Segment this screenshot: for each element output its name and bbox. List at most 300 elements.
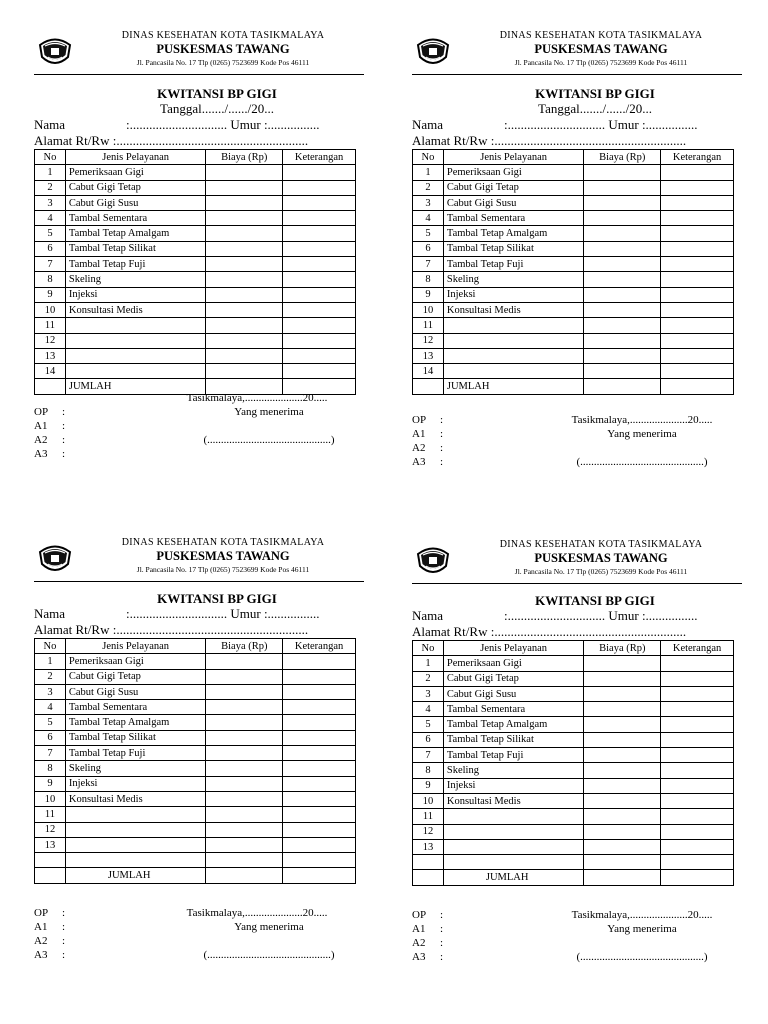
col-header-notes: Keterangan (283, 639, 356, 654)
cell-notes (283, 287, 356, 302)
cell-notes (283, 807, 356, 822)
cell-no: 5 (35, 226, 66, 241)
total-row (413, 870, 734, 885)
cell-no: 4 (35, 211, 66, 226)
table-row (35, 165, 356, 180)
cell-cost (206, 333, 283, 348)
table-row (35, 669, 356, 684)
cell-cost (584, 732, 661, 747)
cell-no: 9 (35, 287, 66, 302)
col-header-notes: Keterangan (283, 150, 356, 165)
receipt-bottom-right (412, 539, 742, 964)
address-blank: ........................................................... (116, 132, 309, 148)
cell-service (443, 348, 584, 363)
table-header-row (35, 150, 356, 165)
cell-notes (283, 746, 356, 761)
cell-cost (584, 855, 661, 870)
cell-no: 1 (413, 656, 444, 671)
cell-no: 11 (413, 809, 444, 824)
col-header-cost: Biaya (Rp) (584, 641, 661, 656)
cell-service (443, 855, 584, 870)
cell-no: 6 (413, 732, 444, 747)
cell-cost (206, 302, 283, 317)
date-field: Tanggal......./....../20... (160, 101, 274, 116)
col-header-cost: Biaya (Rp) (206, 150, 283, 165)
cell-no: 10 (35, 791, 66, 806)
table-row (413, 180, 734, 195)
cell-service: Cabut Gigi Tetap (65, 180, 206, 195)
receipt-title: KWITANSI BP GIGI (157, 86, 277, 101)
cell-no: 5 (413, 226, 444, 241)
cell-service: Tambal Tetap Fuji (443, 748, 584, 763)
cell-no: 8 (413, 272, 444, 287)
total-row (413, 379, 734, 394)
cell-notes (661, 241, 734, 256)
cell-service: Cabut Gigi Tetap (443, 671, 584, 686)
cell-notes (283, 165, 356, 180)
cell-service: Konsultasi Medis (443, 793, 584, 808)
name-age-row (412, 117, 742, 133)
col-header-service: Jenis Pelayanan (65, 639, 206, 654)
cell-cost (206, 272, 283, 287)
address-label: Alamat Rt/Rw : (34, 621, 117, 637)
table-row (35, 746, 356, 761)
table-row (413, 226, 734, 241)
cell-no: 1 (35, 165, 66, 180)
cell-notes (661, 226, 734, 241)
cell-notes (283, 669, 356, 684)
table-row (413, 763, 734, 778)
cell-service: Pemeriksaan Gigi (65, 165, 206, 180)
clinic-name: PUSKESMAS TAWANG (156, 42, 290, 56)
cell-service: Skeling (65, 761, 206, 776)
a2-line: A2 : (412, 936, 444, 949)
col-header-no: No (413, 641, 444, 656)
cell-no: 13 (413, 839, 444, 854)
cell-service: Tambal Tetap Fuji (65, 257, 206, 272)
name-age-blank: :.............................. Umur :................ (504, 608, 698, 623)
clinic-address: Jl. Pancasila No. 17 Tlp (0265) 7523699 Kode Pos 46111 (136, 565, 310, 574)
a2-line: A2 : (34, 934, 66, 947)
cell-no (413, 870, 444, 885)
name-age-blank: :.............................. Umur :................ (504, 117, 698, 132)
a1-line: A1 : (412, 922, 444, 935)
name-label: Nama (412, 608, 444, 623)
cell-service: Injeksi (443, 778, 584, 793)
table-row (413, 287, 734, 302)
cell-cost (584, 241, 661, 256)
table-row (413, 364, 734, 379)
table-row (35, 272, 356, 287)
cell-no: 5 (35, 715, 66, 730)
cell-cost (584, 778, 661, 793)
cell-cost (584, 302, 661, 317)
cell-cost (584, 272, 661, 287)
cell-service: Tambal Sementara (443, 702, 584, 717)
clinic-name: PUSKESMAS TAWANG (534, 551, 668, 565)
cell-notes (283, 761, 356, 776)
table-row (413, 241, 734, 256)
cell-service (443, 824, 584, 839)
cell-notes (661, 702, 734, 717)
cell-cost (206, 730, 283, 745)
table-header-row (35, 639, 356, 654)
total-label: JUMLAH (443, 379, 584, 394)
table-row (35, 226, 356, 241)
cell-cost (206, 654, 283, 669)
table-row (35, 837, 356, 852)
cell-service: Tambal Tetap Amalgam (443, 226, 584, 241)
receiver-label: Yang menerima (607, 922, 677, 935)
cell-service (443, 333, 584, 348)
cell-cost (206, 226, 283, 241)
address-label: Alamat Rt/Rw : (34, 132, 117, 148)
op-line: OP : (34, 405, 66, 418)
cell-cost (206, 853, 283, 868)
table-row (35, 241, 356, 256)
cell-cost (584, 870, 661, 885)
cell-no: 9 (413, 778, 444, 793)
cell-notes (661, 333, 734, 348)
letterhead-divider (412, 74, 742, 75)
cell-no: 2 (413, 671, 444, 686)
cell-service (65, 364, 206, 379)
cell-cost (206, 776, 283, 791)
address-label: Alamat Rt/Rw : (412, 623, 495, 639)
cell-notes (661, 671, 734, 686)
cell-no: 1 (35, 654, 66, 669)
services-table (34, 638, 356, 884)
table-row (413, 686, 734, 701)
cell-no: 10 (35, 302, 66, 317)
table-row (413, 732, 734, 747)
cell-cost (584, 671, 661, 686)
cell-notes (283, 333, 356, 348)
table-row (35, 318, 356, 333)
cell-notes (283, 654, 356, 669)
place-date: Tasikmalaya,.....................20..... (571, 908, 713, 921)
address-row (34, 133, 364, 149)
table-row (413, 671, 734, 686)
address-label: Alamat Rt/Rw : (412, 132, 495, 148)
cell-service: Konsultasi Medis (443, 302, 584, 317)
cell-no (35, 379, 66, 394)
cell-service: Cabut Gigi Tetap (443, 180, 584, 195)
total-label: JUMLAH (65, 379, 206, 394)
table-row (35, 853, 356, 868)
receiver-label: Yang menerima (234, 405, 304, 418)
table-header-row (413, 641, 734, 656)
cell-notes (661, 732, 734, 747)
services-table (34, 149, 356, 395)
cell-no: 14 (413, 364, 444, 379)
cell-cost (584, 165, 661, 180)
cell-no: 11 (35, 807, 66, 822)
cell-cost (206, 348, 283, 363)
receipt-title: KWITANSI BP GIGI (535, 593, 655, 608)
table-row (35, 684, 356, 699)
cell-notes (283, 791, 356, 806)
cell-no: 6 (413, 241, 444, 256)
table-row (413, 302, 734, 317)
cell-notes (283, 348, 356, 363)
cell-no: 10 (413, 302, 444, 317)
cell-cost (584, 226, 661, 241)
table-row (413, 824, 734, 839)
letterhead-divider (412, 583, 742, 584)
cell-service: Cabut Gigi Tetap (65, 669, 206, 684)
letterhead (34, 30, 364, 76)
cell-service: Injeksi (65, 776, 206, 791)
cell-cost (206, 287, 283, 302)
cell-no: 3 (413, 686, 444, 701)
signature-blank: (.............................................) (203, 433, 335, 446)
receipt-title: KWITANSI BP GIGI (535, 86, 655, 101)
table-row (413, 211, 734, 226)
table-row (413, 809, 734, 824)
cell-no: 8 (413, 763, 444, 778)
cell-notes (661, 364, 734, 379)
table-row (35, 807, 356, 822)
cell-notes (283, 302, 356, 317)
cell-service: Cabut Gigi Susu (65, 684, 206, 699)
table-row (35, 195, 356, 210)
table-row (35, 333, 356, 348)
address-blank: ........................................................... (494, 132, 687, 148)
cell-no (413, 855, 444, 870)
cell-service (65, 853, 206, 868)
clinic-address: Jl. Pancasila No. 17 Tlp (0265) 7523699 Kode Pos 46111 (514, 58, 688, 67)
name-age-row (412, 608, 742, 624)
cell-no: 3 (35, 195, 66, 210)
cell-no: 7 (35, 257, 66, 272)
col-header-service: Jenis Pelayanan (443, 150, 584, 165)
col-header-service: Jenis Pelayanan (65, 150, 206, 165)
cell-cost (206, 715, 283, 730)
total-label: JUMLAH (443, 870, 584, 885)
date-field: Tanggal......./....../20... (538, 101, 652, 116)
receipt-top-left (34, 30, 364, 461)
receipt-title: KWITANSI BP GIGI (157, 591, 277, 606)
cell-notes (283, 853, 356, 868)
letterhead (412, 30, 742, 76)
table-row (35, 700, 356, 715)
table-row (413, 165, 734, 180)
table-header-row (413, 150, 734, 165)
cell-notes (661, 793, 734, 808)
cell-notes (283, 837, 356, 852)
col-header-no: No (35, 150, 66, 165)
cell-notes (661, 211, 734, 226)
table-row (35, 715, 356, 730)
cell-notes (661, 686, 734, 701)
cell-service: Injeksi (443, 287, 584, 302)
cell-no: 9 (413, 287, 444, 302)
cell-no: 2 (413, 180, 444, 195)
cell-no: 6 (35, 730, 66, 745)
address-row (34, 622, 364, 638)
cell-cost (206, 837, 283, 852)
cell-service: Pemeriksaan Gigi (65, 654, 206, 669)
address-row (412, 133, 742, 149)
cell-cost (206, 868, 283, 883)
cell-no: 10 (413, 793, 444, 808)
a1-line: A1 : (34, 419, 66, 432)
cell-notes (661, 318, 734, 333)
letterhead-divider (34, 581, 364, 582)
cell-service (65, 318, 206, 333)
cell-notes (661, 778, 734, 793)
cell-cost (206, 822, 283, 837)
name-label: Nama (34, 117, 66, 132)
cell-no: 12 (35, 333, 66, 348)
cell-service: Skeling (443, 272, 584, 287)
cell-notes (283, 776, 356, 791)
cell-service: Tambal Tetap Silikat (443, 732, 584, 747)
col-header-no: No (35, 639, 66, 654)
table-row (35, 302, 356, 317)
cell-notes (661, 379, 734, 394)
a3-line: A3 : (34, 948, 66, 961)
cell-no: 7 (413, 257, 444, 272)
cell-no: 12 (413, 824, 444, 839)
cell-no (35, 853, 66, 868)
table-row (413, 656, 734, 671)
address-row (412, 624, 742, 640)
table-row (35, 348, 356, 363)
a3-line: A3 : (412, 455, 444, 468)
table-row (413, 855, 734, 870)
cell-service (65, 333, 206, 348)
cell-no: 11 (413, 318, 444, 333)
cell-notes (661, 302, 734, 317)
name-age-row (34, 117, 364, 133)
op-line: OP : (34, 906, 66, 919)
cell-service: Tambal Tetap Fuji (443, 257, 584, 272)
col-header-cost: Biaya (Rp) (584, 150, 661, 165)
col-header-no: No (413, 150, 444, 165)
cell-cost (206, 195, 283, 210)
cell-service: Konsultasi Medis (65, 302, 206, 317)
cell-notes (661, 855, 734, 870)
table-row (413, 793, 734, 808)
cell-cost (206, 684, 283, 699)
table-row (413, 839, 734, 854)
letterhead-divider (34, 74, 364, 75)
clinic-name: PUSKESMAS TAWANG (156, 549, 290, 563)
cell-notes (661, 763, 734, 778)
cell-notes (661, 839, 734, 854)
cell-notes (283, 684, 356, 699)
table-row (35, 257, 356, 272)
clinic-address: Jl. Pancasila No. 17 Tlp (0265) 7523699 Kode Pos 46111 (136, 58, 310, 67)
cell-notes (283, 272, 356, 287)
cell-no: 13 (35, 837, 66, 852)
cell-no: 2 (35, 180, 66, 195)
cell-cost (206, 669, 283, 684)
cell-service: Tambal Tetap Fuji (65, 746, 206, 761)
clinic-name: PUSKESMAS TAWANG (534, 42, 668, 56)
cell-cost (584, 656, 661, 671)
cell-notes (661, 165, 734, 180)
cell-cost (206, 257, 283, 272)
cell-notes (661, 748, 734, 763)
signature-blank: (.............................................) (576, 455, 708, 468)
cell-cost (206, 807, 283, 822)
cell-cost (206, 211, 283, 226)
cell-cost (206, 165, 283, 180)
op-line: OP : (412, 908, 444, 921)
cell-cost (206, 761, 283, 776)
cell-cost (584, 379, 661, 394)
col-header-service: Jenis Pelayanan (443, 641, 584, 656)
cell-no: 9 (35, 776, 66, 791)
cell-no: 11 (35, 318, 66, 333)
cell-notes (283, 195, 356, 210)
col-header-notes: Keterangan (661, 150, 734, 165)
cell-notes (661, 180, 734, 195)
cell-service: Tambal Tetap Silikat (65, 241, 206, 256)
table-row (413, 702, 734, 717)
a1-line: A1 : (34, 920, 66, 933)
table-row (35, 730, 356, 745)
cell-service: Pemeriksaan Gigi (443, 165, 584, 180)
agency-name: DINAS KESEHATAN KOTA TASIKMALAYA (499, 30, 703, 41)
cell-cost (584, 763, 661, 778)
cell-notes (661, 656, 734, 671)
clinic-address: Jl. Pancasila No. 17 Tlp (0265) 7523699 Kode Pos 46111 (514, 567, 688, 576)
table-row (35, 791, 356, 806)
agency-name: DINAS KESEHATAN KOTA TASIKMALAYA (121, 537, 325, 548)
table-row (413, 778, 734, 793)
cell-notes (661, 870, 734, 885)
name-label: Nama (412, 117, 444, 132)
op-line: OP : (412, 413, 444, 426)
cell-no: 8 (35, 761, 66, 776)
a2-line: A2 : (34, 433, 66, 446)
table-row (35, 211, 356, 226)
services-table (412, 149, 734, 395)
cell-service: Tambal Tetap Amalgam (65, 226, 206, 241)
name-age-blank: :.............................. Umur :................ (126, 117, 320, 132)
cell-cost (206, 746, 283, 761)
cell-cost (206, 364, 283, 379)
a3-line: A3 : (34, 447, 66, 460)
receipt-bottom-left (34, 537, 364, 962)
cell-service: Tambal Sementara (443, 211, 584, 226)
cell-notes (661, 824, 734, 839)
services-table (412, 640, 734, 886)
table-row (35, 364, 356, 379)
cell-cost (584, 195, 661, 210)
table-row (35, 287, 356, 302)
receiver-label: Yang menerima (234, 920, 304, 933)
cell-no: 14 (35, 364, 66, 379)
cell-cost (584, 686, 661, 701)
cell-no: 8 (35, 272, 66, 287)
receiver-label: Yang menerima (607, 427, 677, 440)
address-blank: ........................................................... (116, 621, 309, 637)
cell-no: 13 (35, 348, 66, 363)
cell-notes (661, 809, 734, 824)
cell-no: 3 (35, 684, 66, 699)
table-row (35, 776, 356, 791)
cell-no: 4 (413, 702, 444, 717)
place-date: Tasikmalaya,.....................20..... (186, 391, 328, 404)
agency-name: DINAS KESEHATAN KOTA TASIKMALAYA (121, 30, 325, 41)
cell-notes (661, 257, 734, 272)
cell-notes (661, 195, 734, 210)
